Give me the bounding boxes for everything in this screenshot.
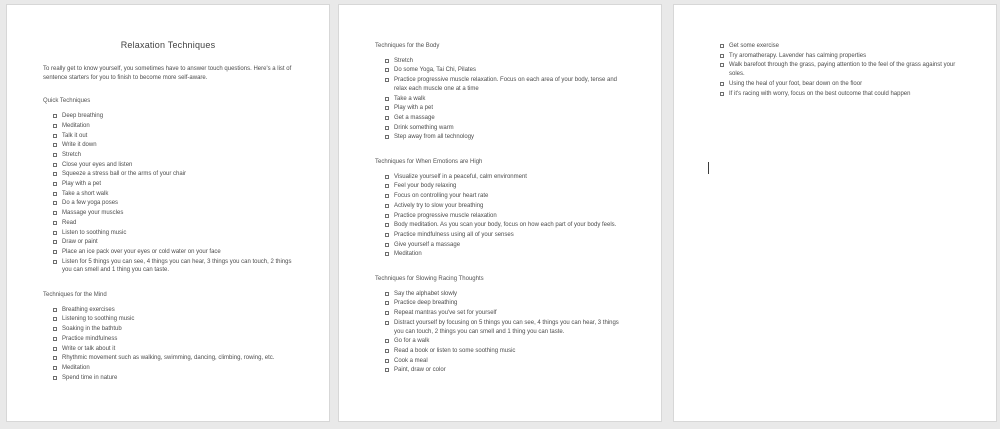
document-block [375, 104, 625, 113]
section-heading: Quick Techniques [43, 98, 91, 105]
checklist-item-label: Breathing exercises [62, 306, 115, 313]
checkbox-icon[interactable] [53, 201, 57, 205]
document-block [375, 66, 625, 75]
checklist-item-label: Do a few yoga poses [62, 200, 119, 207]
document-page-2[interactable] [338, 4, 662, 422]
checkbox-icon[interactable] [385, 292, 389, 296]
document-block [375, 250, 625, 259]
checklist-item[interactable] [385, 290, 625, 299]
checklist-item[interactable] [53, 306, 293, 315]
checklist-item-label: If it's racing with worry, focus on the best outcome that could happen [729, 90, 911, 97]
checklist-item-label: Actively try to slow your breathing [394, 202, 484, 209]
document-block [375, 299, 625, 308]
checklist-item[interactable] [53, 354, 293, 363]
document-block [43, 374, 293, 383]
document-block [375, 212, 625, 221]
document-block [710, 42, 960, 51]
document-block [375, 114, 625, 123]
document-block [375, 192, 625, 201]
checkbox-icon[interactable] [53, 308, 57, 312]
checklist-item[interactable] [385, 347, 625, 356]
checklist-item-label: Practice progressive muscle relaxation. Focus on each area of your body, tense and relax each muscle one at a time [394, 77, 618, 92]
document-block [375, 182, 625, 191]
checkbox-icon[interactable] [53, 240, 57, 244]
checkbox-icon[interactable] [385, 349, 389, 353]
checklist-item-label: Read a book or listen to some soothing music [394, 347, 516, 354]
checklist-item-label: Soaking in the bathtub [62, 326, 122, 333]
checklist-item-label: Practice progressive muscle relaxation [394, 212, 497, 219]
document-block [375, 347, 625, 356]
checklist-item-label: Give yourself a massage [394, 241, 461, 248]
document-block [43, 315, 293, 324]
document-block [375, 319, 625, 336]
checklist-item[interactable] [53, 170, 293, 179]
checklist-item-label: Stretch [62, 151, 82, 158]
section-heading: Techniques for the Body [375, 43, 440, 49]
checklist-item[interactable] [53, 180, 293, 189]
document-block [375, 275, 625, 284]
checkbox-icon[interactable] [53, 317, 57, 321]
document-block [375, 290, 625, 299]
checklist-item[interactable] [385, 104, 625, 113]
document-block [43, 170, 293, 179]
checklist-item-label: Deep breathing [62, 113, 104, 120]
checklist-item-label: Listen for 5 things you can see, 4 things you can hear, 3 things you can touch, 2 things you can smell and 1 thing you can taste. [62, 258, 292, 274]
checklist-item-label: Get a massage [394, 114, 435, 121]
checklist-item-label: Listen to soothing music [62, 229, 127, 236]
checklist-item[interactable] [53, 364, 293, 373]
document-page-3[interactable] [673, 4, 997, 422]
checklist-item[interactable] [385, 114, 625, 123]
checklist-item[interactable] [385, 57, 625, 66]
checkbox-icon[interactable] [385, 223, 389, 227]
checklist-item[interactable] [53, 335, 293, 344]
checkbox-icon[interactable] [385, 175, 389, 179]
checklist-item-label: Step away from all technology [394, 134, 475, 141]
checklist-item-label: Write it down [62, 142, 97, 149]
section-heading: Techniques for the Mind [43, 292, 107, 299]
checklist-item[interactable] [385, 202, 625, 211]
checkbox-icon[interactable] [385, 311, 389, 315]
checklist-item[interactable] [53, 248, 293, 257]
checklist-item-label: Paint, draw or color [394, 367, 446, 374]
checkbox-icon[interactable] [53, 250, 57, 254]
checklist-item[interactable] [53, 238, 293, 247]
checklist-item-label: Walk barefoot through the grass, paying attention to the feel of the grass against your soles. [729, 62, 956, 78]
document-block [43, 209, 293, 218]
document-block [43, 258, 293, 275]
checkbox-icon[interactable] [385, 301, 389, 305]
checkbox-icon[interactable] [53, 231, 57, 235]
checklist-item[interactable] [385, 231, 625, 240]
document-block [43, 335, 293, 344]
checklist-item-label: Cook a meal [394, 357, 428, 364]
document-block [43, 291, 293, 300]
checklist-item-label: Draw or paint [62, 239, 98, 246]
checkbox-icon[interactable] [385, 204, 389, 208]
checklist-item[interactable] [53, 258, 293, 275]
checkbox-icon[interactable] [385, 184, 389, 188]
checklist-item[interactable] [385, 173, 625, 182]
checkbox-icon[interactable] [53, 153, 57, 157]
checklist-item-label: Feel your body relaxing [394, 183, 457, 190]
document-title: Relaxation Techniques [120, 40, 216, 50]
document-block [43, 364, 293, 373]
checklist-item-label: Drink something warm [394, 124, 454, 131]
checklist-item[interactable] [385, 319, 625, 336]
checklist-item-label: Massage your muscles [62, 210, 124, 217]
checklist-item[interactable] [385, 357, 625, 366]
checkbox-icon[interactable] [385, 243, 389, 247]
document-block [43, 141, 293, 150]
document-block [375, 124, 625, 133]
document-block [43, 219, 293, 228]
checkbox-icon[interactable] [53, 327, 57, 331]
checklist-item[interactable] [385, 366, 625, 375]
document-block [43, 325, 293, 334]
checklist-item-label: Using the heal of your foot, bear down on the floor [729, 80, 863, 87]
checklist-item-label: Practice mindfulness using all of your senses [394, 231, 514, 238]
checkbox-icon[interactable] [53, 347, 57, 351]
checklist-item[interactable] [53, 229, 293, 238]
checklist-item[interactable] [53, 325, 293, 334]
checkbox-icon[interactable] [53, 182, 57, 186]
intro-paragraph: To really get to know yourself, you sometimes have to answer touch questions. Here's a list of sentence starters for you to finish to become more self-aware. [43, 66, 292, 81]
checkbox-icon[interactable] [385, 339, 389, 343]
checklist-item[interactable] [720, 52, 960, 61]
document-page-1[interactable] [6, 4, 330, 422]
document-block [43, 190, 293, 199]
checkbox-icon[interactable] [385, 135, 389, 139]
document-block [43, 180, 293, 189]
document-block [43, 97, 293, 106]
checklist-item[interactable] [385, 192, 625, 201]
text-cursor [708, 162, 709, 174]
checklist-item-label: Practice deep breathing [394, 300, 458, 307]
document-block [43, 248, 293, 257]
checklist-item[interactable] [53, 345, 293, 354]
checklist-item[interactable] [385, 133, 625, 142]
checkbox-icon[interactable] [720, 82, 724, 86]
checkbox-icon[interactable] [385, 321, 389, 325]
checklist-item-label: Body meditation. As you scan your body, focus on how each part of your body feels. [394, 222, 617, 229]
checkbox-icon[interactable] [720, 63, 724, 67]
checkbox-icon[interactable] [53, 134, 57, 138]
checklist-item-label: Focus on controlling your heart rate [394, 193, 489, 200]
document-block [375, 133, 625, 142]
checklist-item[interactable] [53, 315, 293, 324]
document-block [375, 309, 625, 318]
document-block [375, 158, 625, 167]
document-block [710, 52, 960, 61]
checklist-item[interactable] [385, 309, 625, 318]
document-block [710, 90, 960, 99]
document-block [710, 80, 960, 89]
checklist-item[interactable] [53, 190, 293, 199]
document-block [43, 345, 293, 354]
checklist-item[interactable] [385, 241, 625, 250]
checkbox-icon[interactable] [720, 44, 724, 48]
checklist-item[interactable] [385, 95, 625, 104]
checkbox-icon[interactable] [385, 106, 389, 110]
checklist-item-label: Meditation [62, 122, 90, 129]
checkbox-icon[interactable] [53, 163, 57, 167]
checklist-item[interactable] [385, 212, 625, 221]
checklist-item-label: Rhythmic movement such as walking, swimming, dancing, climbing, rowing, etc. [62, 355, 275, 362]
checklist-item[interactable] [385, 124, 625, 133]
checklist-item[interactable] [385, 66, 625, 75]
section-heading: Techniques for Slowing Racing Thoughts [375, 276, 484, 283]
checklist-item-label: Listening to soothing music [62, 316, 135, 323]
page-2-blocks [375, 42, 625, 375]
checkbox-icon[interactable] [53, 356, 57, 360]
document-block [710, 61, 960, 78]
document-block [43, 122, 293, 131]
checklist-item-label: Say the alphabet slowly [394, 290, 458, 297]
checklist-item-label: Stretch [394, 57, 414, 64]
checklist-item-label: Close your eyes and listen [62, 161, 133, 168]
document-block [43, 112, 293, 121]
document-block [375, 76, 625, 93]
checklist-item[interactable] [53, 209, 293, 218]
checkbox-icon[interactable] [53, 366, 57, 370]
document-block [375, 221, 625, 230]
checklist-item-label: Get some exercise [729, 43, 780, 49]
document-block [43, 306, 293, 315]
checkbox-icon[interactable] [385, 97, 389, 101]
checklist-item-label: Play with a pet [62, 181, 102, 188]
document-block [43, 132, 293, 141]
document-block [375, 231, 625, 240]
checklist-item[interactable] [720, 80, 960, 89]
checkbox-icon[interactable] [385, 359, 389, 363]
checklist-item[interactable] [53, 374, 293, 383]
checklist-item-label: Place an ice pack over your eyes or cold water on your face [62, 248, 221, 255]
document-block [375, 366, 625, 375]
checklist-item[interactable] [53, 199, 293, 208]
checklist-item-label: Take a walk [394, 95, 426, 102]
checkbox-icon[interactable] [385, 126, 389, 130]
checklist-item[interactable] [53, 112, 293, 121]
checkbox-icon[interactable] [720, 54, 724, 58]
checkbox-icon[interactable] [53, 221, 57, 225]
checklist-item-label: Spend time in nature [62, 374, 118, 381]
checkbox-icon[interactable] [385, 78, 389, 82]
checklist-item-label: Go for a walk [394, 338, 430, 345]
checklist-item[interactable] [385, 250, 625, 259]
checkbox-icon[interactable] [385, 233, 389, 237]
checklist-item-label: Play with a pet [394, 105, 434, 112]
checklist-item-label: Distract yourself by focusing on 5 things you can see, 4 things you can hear, 3 things you can touch, 2 things you can smell and 1 thing you can taste. [394, 319, 619, 335]
checklist-item[interactable] [53, 132, 293, 141]
checklist-item[interactable] [720, 90, 960, 99]
checkbox-icon[interactable] [53, 260, 57, 264]
checkbox-icon[interactable] [53, 337, 57, 341]
checkbox-icon[interactable] [53, 211, 57, 215]
document-block [43, 161, 293, 170]
checklist-item-label: Visualize yourself in a peaceful, calm environment [394, 173, 527, 180]
document-block [375, 357, 625, 366]
page-1-blocks [43, 97, 293, 382]
document-block [375, 173, 625, 182]
checkbox-icon[interactable] [53, 114, 57, 118]
checkbox-icon[interactable] [385, 68, 389, 72]
checklist-item[interactable] [53, 141, 293, 150]
checklist-item[interactable] [385, 221, 625, 230]
checkbox-icon[interactable] [385, 59, 389, 63]
checkbox-icon[interactable] [385, 116, 389, 120]
checkbox-icon[interactable] [385, 194, 389, 198]
checklist-item[interactable] [385, 299, 625, 308]
checkbox-icon[interactable] [53, 143, 57, 147]
checklist-item-label: Repeat mantras you've set for yourself [394, 310, 497, 317]
checklist-item-label: Take a short walk [62, 190, 109, 197]
section-heading: Techniques for When Emotions are High [375, 159, 483, 166]
checklist-item-label: Do some Yoga, Tai Chi, Pilates [394, 67, 476, 74]
checkbox-icon[interactable] [385, 368, 389, 372]
document-block [43, 151, 293, 160]
document-block [375, 57, 625, 66]
checklist-item[interactable] [385, 182, 625, 191]
checkbox-icon[interactable] [385, 252, 389, 256]
checkbox-icon[interactable] [53, 192, 57, 196]
checklist-item[interactable] [720, 61, 960, 78]
checklist-item[interactable] [53, 219, 293, 228]
checklist-item[interactable] [385, 76, 625, 93]
document-block [43, 238, 293, 247]
checklist-item[interactable] [720, 42, 960, 51]
checkbox-icon[interactable] [53, 172, 57, 176]
checklist-item-label: Talk it out [62, 132, 88, 139]
checklist-item[interactable] [53, 151, 293, 160]
checklist-item-label: Try aromatherapy. Lavender has calming properties [729, 52, 867, 59]
document-block [375, 337, 625, 346]
checklist-item[interactable] [53, 161, 293, 170]
checklist-item[interactable] [385, 337, 625, 346]
checklist-item[interactable] [53, 122, 293, 131]
checkbox-icon[interactable] [53, 124, 57, 128]
checklist-item-label: Practice mindfulness [62, 335, 118, 342]
document-block [43, 354, 293, 363]
document-block [43, 199, 293, 208]
checklist-item-label: Meditation [62, 364, 90, 371]
checklist-item-label: Meditation [394, 251, 422, 258]
page-3-blocks [710, 42, 960, 98]
checklist-item-label: Read [62, 219, 77, 226]
checklist-item-label: Squeeze a stress ball or the arms of your chair [62, 171, 187, 178]
checkbox-icon[interactable] [720, 92, 724, 96]
checkbox-icon[interactable] [53, 376, 57, 380]
document-block [375, 95, 625, 104]
checkbox-icon[interactable] [385, 214, 389, 218]
checklist-item-label: Write or talk about it [62, 345, 116, 352]
document-block [375, 241, 625, 250]
document-block [375, 42, 625, 51]
document-block [43, 229, 293, 238]
document-block [375, 202, 625, 211]
